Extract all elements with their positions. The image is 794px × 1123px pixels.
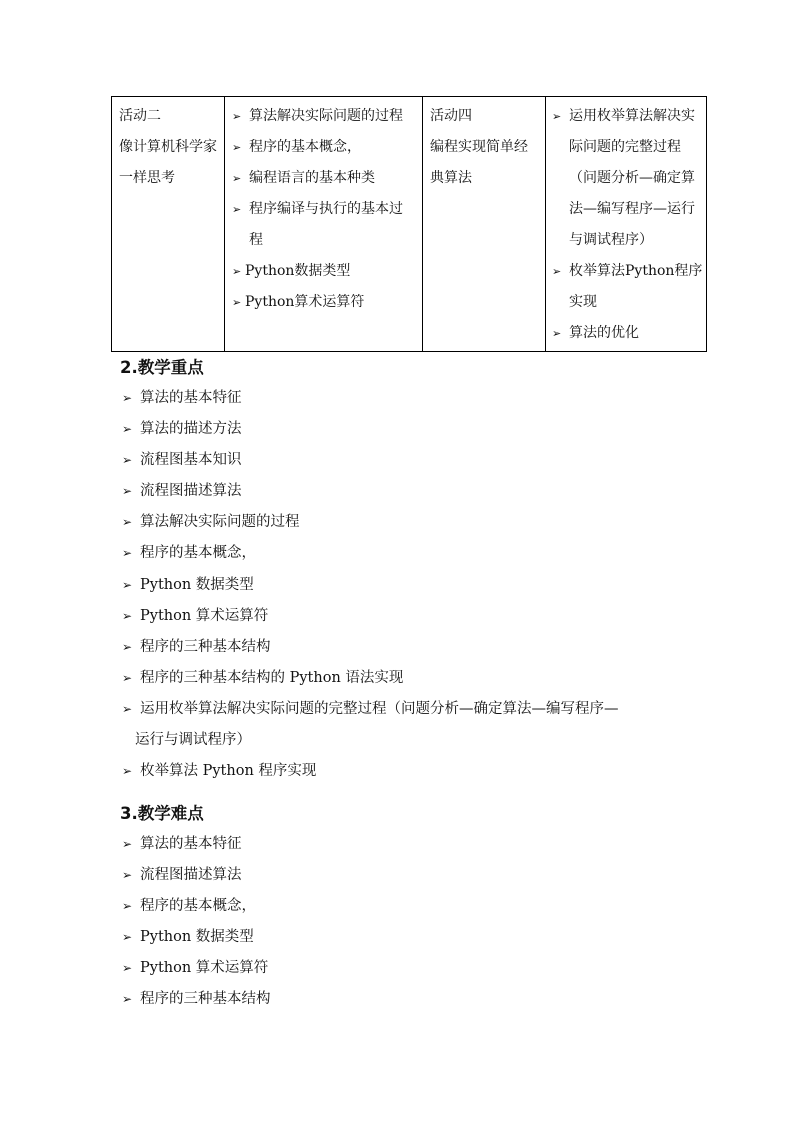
table-row bbox=[112, 97, 707, 352]
arrow-bullet-icon: ➢ bbox=[122, 639, 133, 654]
arrow-bullet-icon: ➢ bbox=[232, 203, 242, 216]
arrow-bullet-icon: ➢ bbox=[232, 265, 242, 278]
activity2-cell bbox=[112, 97, 225, 352]
list-item: ➢ 流程图基本知识 bbox=[120, 445, 619, 476]
arrow-bullet-icon: ➢ bbox=[122, 868, 133, 883]
arrow-bullet-icon: ➢ bbox=[122, 546, 133, 561]
list-item: ➢ 程序的基本概念， bbox=[120, 538, 619, 569]
list-item: ➢ 枚举算法 Python 程序实现 bbox=[120, 756, 619, 787]
list-item: ➢ 运用枚举算法解决实 bbox=[552, 101, 703, 132]
list-item: ➢ 流程图描述算法 bbox=[120, 476, 619, 507]
arrow-bullet-icon: ➢ bbox=[122, 899, 133, 914]
list-item-continuation: 程 bbox=[249, 232, 263, 248]
list-item: ➢ Python 数据类型 bbox=[120, 570, 619, 601]
arrow-bullet-icon: ➢ bbox=[232, 110, 242, 123]
arrow-bullet-icon: ➢ bbox=[122, 391, 133, 405]
activity4-cell bbox=[423, 97, 546, 352]
list-item: ➢ 程序的基本概念， bbox=[232, 132, 418, 163]
arrow-bullet-icon: ➢ bbox=[122, 670, 133, 685]
arrow-bullet-icon: ➢ bbox=[122, 515, 133, 530]
activity4-label: 活动四 bbox=[430, 108, 472, 124]
list-item-continuation: 运行与调试程序） bbox=[135, 732, 251, 749]
list-item: ➢ 流程图描述算法 bbox=[120, 860, 271, 891]
list-item: ➢ 算法解决实际问题的过程 bbox=[120, 507, 619, 538]
teaching-focus-section bbox=[120, 352, 619, 787]
arrow-bullet-icon: ➢ bbox=[122, 608, 133, 623]
list-item: ➢ 算法的优化 bbox=[552, 318, 703, 349]
list-item: ➢ 程序的三种基本结构 bbox=[120, 984, 271, 1015]
section-heading: 2.教学重点 bbox=[120, 358, 204, 377]
arrow-bullet-icon: ➢ bbox=[122, 577, 133, 592]
arrow-bullet-icon: ➢ bbox=[122, 453, 133, 468]
arrow-bullet-icon: ➢ bbox=[232, 141, 242, 154]
arrow-bullet-icon: ➢ bbox=[122, 992, 133, 1007]
list-item: ➢ 算法的基本特征 bbox=[120, 829, 271, 860]
activity4-title-line: 典算法 bbox=[430, 170, 472, 186]
list-item-continuation: 际问题的完整过程 bbox=[569, 139, 681, 155]
teaching-difficulty-section bbox=[120, 798, 271, 1016]
list-item: ➢ Python 算术运算符 bbox=[120, 953, 271, 984]
list-item: ➢ 枚举算法Python程序 bbox=[552, 256, 703, 287]
list-item-continuation: 法—编写程序—运行 bbox=[569, 201, 695, 217]
list-item: ➢ Python算术运算符 bbox=[232, 287, 418, 318]
list-item: ➢ 算法解决实际问题的过程 bbox=[232, 101, 418, 132]
arrow-bullet-icon: ➢ bbox=[552, 110, 562, 123]
arrow-bullet-icon: ➢ bbox=[552, 327, 562, 340]
activity-table bbox=[111, 96, 707, 352]
activity2-title-line: 一样思考 bbox=[119, 170, 175, 186]
list-item: ➢ 编程语言的基本种类 bbox=[232, 163, 418, 194]
list-item-continuation: 与调试程序） bbox=[569, 232, 653, 248]
arrow-bullet-icon: ➢ bbox=[232, 172, 242, 185]
list-item-continuation: （问题分析—确定算 bbox=[569, 170, 695, 186]
list-item: ➢ 算法的基本特征 bbox=[120, 383, 619, 414]
list-item: ➢ Python 数据类型 bbox=[120, 922, 271, 953]
arrow-bullet-icon: ➢ bbox=[122, 701, 133, 716]
list-item: ➢ Python 算术运算符 bbox=[120, 601, 619, 632]
list-item-continuation: 实现 bbox=[569, 294, 597, 310]
arrow-bullet-icon: ➢ bbox=[552, 265, 562, 278]
list-item: ➢ 运用枚举算法解决实际问题的完整过程（问题分析—确定算法—编写程序— bbox=[120, 694, 619, 725]
arrow-bullet-icon: ➢ bbox=[122, 837, 133, 851]
arrow-bullet-icon: ➢ bbox=[122, 484, 133, 499]
section-heading: 3.教学难点 bbox=[120, 804, 204, 823]
arrow-bullet-icon: ➢ bbox=[122, 930, 133, 945]
activity4-title-line: 编程实现简单经 bbox=[430, 139, 528, 155]
list-item: ➢ 程序的三种基本结构 bbox=[120, 632, 619, 663]
list-item: ➢ 程序编译与执行的基本过 bbox=[232, 194, 418, 225]
list-item: ➢ 算法的描述方法 bbox=[120, 414, 619, 445]
arrow-bullet-icon: ➢ bbox=[122, 961, 133, 976]
activity2-label: 活动二 bbox=[119, 108, 161, 124]
list-item: ➢ Python数据类型 bbox=[232, 256, 418, 287]
activity4-content-cell bbox=[546, 97, 707, 352]
arrow-bullet-icon: ➢ bbox=[122, 422, 133, 437]
list-item: ➢ 程序的基本概念， bbox=[120, 891, 271, 922]
list-item: ➢ 程序的三种基本结构的 Python 语法实现 bbox=[120, 663, 619, 694]
activity2-title-line: 像计算机科学家 bbox=[119, 139, 217, 155]
arrow-bullet-icon: ➢ bbox=[122, 764, 133, 779]
arrow-bullet-icon: ➢ bbox=[232, 296, 242, 309]
activity2-content-cell bbox=[225, 97, 423, 352]
